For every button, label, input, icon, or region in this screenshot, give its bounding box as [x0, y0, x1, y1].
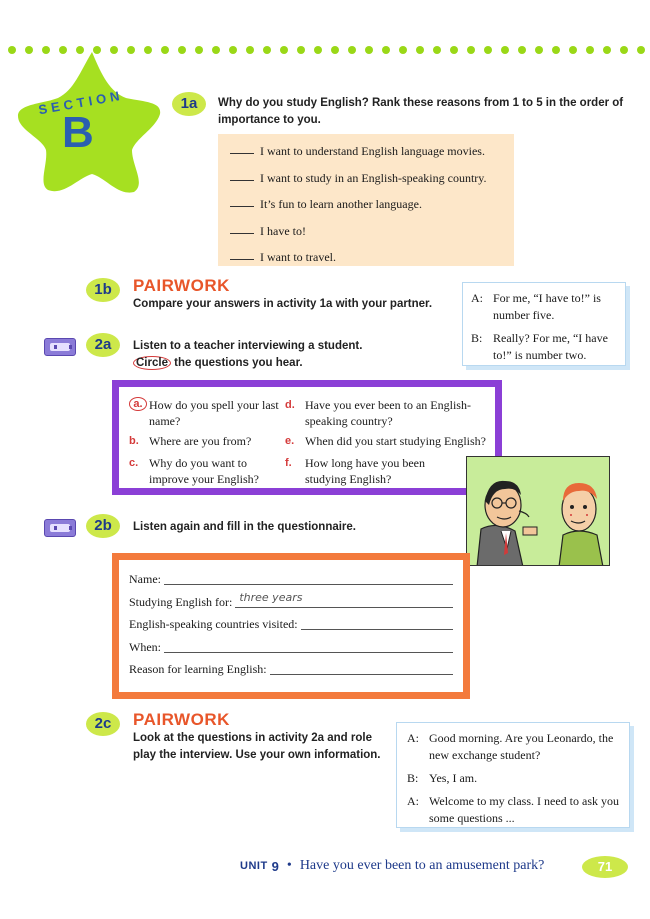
form-row — [129, 660, 453, 683]
question-letter: d. — [285, 399, 295, 411]
rank-text: I want to travel. — [260, 250, 336, 264]
activity-badge-1b: 1b — [86, 278, 120, 302]
question-item[interactable] — [129, 455, 279, 487]
circle-word: Circle — [133, 356, 171, 370]
dot — [297, 46, 305, 54]
dialog-box-2c — [396, 722, 630, 828]
form-label: English-speaking countries visited: — [129, 617, 298, 631]
rank-item — [230, 142, 502, 169]
question-letter: a. — [129, 397, 147, 411]
rank-blank[interactable] — [230, 222, 254, 234]
dot — [535, 46, 543, 54]
form-field[interactable] — [235, 590, 453, 608]
dialog-text: For me, “I have to!” is number five. — [493, 291, 601, 322]
instruction-2a-rest: the questions you hear. — [170, 357, 303, 369]
dot — [195, 46, 203, 54]
dialog-line — [407, 770, 619, 787]
form-field[interactable] — [301, 615, 453, 630]
question-item[interactable] — [285, 397, 495, 429]
dot — [348, 46, 356, 54]
form-row — [129, 638, 453, 661]
activity-badge-2a: 2a — [86, 333, 120, 357]
dot — [433, 46, 441, 54]
question-text: When did you start studying English? — [305, 434, 486, 448]
questions-box — [112, 380, 502, 495]
dot — [501, 46, 509, 54]
rank-item — [230, 169, 502, 196]
form-field[interactable] — [164, 638, 453, 653]
dialog-line — [471, 290, 617, 324]
question-item[interactable] — [285, 455, 455, 487]
dot — [603, 46, 611, 54]
rank-blank[interactable] — [230, 169, 254, 181]
question-text: How do you spell your last name? — [149, 398, 279, 428]
instruction-1a: Why do you study English? Rank these reasons from 1 to 5 in the order of importance to you. — [218, 97, 624, 126]
page-number: 71 — [582, 856, 628, 878]
instruction-2c: Look at the questions in activity 2a and role play the interview. Use your own information. — [133, 732, 381, 761]
dot — [518, 46, 526, 54]
form-label: Name: — [129, 572, 161, 586]
dot — [246, 46, 254, 54]
dot — [552, 46, 560, 54]
question-letter: f. — [285, 457, 292, 469]
dialog-line — [407, 793, 619, 827]
question-text: Have you ever been to an English-speaking country? — [305, 398, 471, 428]
rank-blank[interactable] — [230, 195, 254, 207]
rank-text: It’s fun to learn another language. — [260, 197, 422, 211]
instruction-2a-line1: Listen to a teacher interviewing a student. — [133, 340, 363, 352]
question-item[interactable] — [129, 433, 279, 449]
activity-badge-2b: 2b — [86, 514, 120, 538]
pairwork-title-1b: PAIRWORK — [133, 276, 230, 295]
form-value: three years — [239, 590, 303, 604]
instruction-2b: Listen again and fill in the questionnaire. — [133, 521, 356, 533]
dot — [620, 46, 628, 54]
interview-illustration — [466, 456, 610, 566]
dot — [569, 46, 577, 54]
cassette-icon — [44, 519, 76, 537]
dialog-text: Yes, I am. — [429, 771, 478, 785]
dialog-line — [471, 330, 617, 364]
dialog-text: Welcome to my class. I need to ask you some questions ... — [429, 794, 619, 825]
instruction-1b: Compare your answers in activity 1a with your partner. — [133, 298, 433, 310]
dialog-speaker: A: — [407, 731, 419, 745]
dialog-speaker: A: — [407, 794, 419, 808]
questionnaire-form — [112, 553, 470, 699]
dot — [450, 46, 458, 54]
instruction-2a — [133, 338, 433, 372]
form-field[interactable] — [270, 660, 453, 675]
form-label: Studying English for: — [129, 594, 233, 609]
instruction-2a-line2 — [133, 355, 433, 372]
question-item[interactable] — [129, 397, 279, 429]
activity-badge-2c: 2c — [86, 712, 120, 736]
dot — [280, 46, 288, 54]
rank-blank[interactable] — [230, 142, 254, 154]
dot — [314, 46, 322, 54]
pairwork-title-2c: PAIRWORK — [133, 710, 230, 729]
dialog-text: Really? For me, “I have to!” is number two. — [493, 331, 608, 362]
dialog-speaker: B: — [407, 771, 419, 785]
footer-bullet: • — [286, 858, 292, 873]
question-letter: c. — [129, 457, 139, 469]
question-letter: b. — [129, 435, 139, 447]
form-row — [129, 615, 453, 638]
dot — [382, 46, 390, 54]
form-field[interactable] — [164, 570, 453, 585]
rank-blank[interactable] — [230, 248, 254, 260]
dot — [263, 46, 271, 54]
form-row — [129, 590, 453, 616]
form-label: When: — [129, 639, 161, 654]
cassette-icon — [44, 338, 76, 356]
dot — [399, 46, 407, 54]
rank-item — [230, 195, 502, 222]
dot — [178, 46, 186, 54]
activity-badge-1a: 1a — [172, 92, 206, 116]
teacher-student-icon — [467, 457, 610, 566]
rank-text: I want to understand English language movies. — [260, 144, 485, 158]
dot — [586, 46, 594, 54]
dot — [637, 46, 645, 54]
rank-item — [230, 222, 502, 249]
question-text: Where are you from? — [149, 434, 252, 448]
ranking-list — [218, 134, 514, 266]
dialog-box-1b — [462, 282, 626, 366]
dot — [365, 46, 373, 54]
dot — [467, 46, 475, 54]
dialog-text: Good morning. Are you Leonardo, the new exchange student? — [429, 731, 614, 762]
unit-label: UNIT — [240, 860, 268, 872]
unit-number: 9 — [271, 858, 279, 874]
page-footer — [240, 858, 544, 874]
unit-title: Have you ever been to an amusement park? — [299, 858, 545, 873]
section-letter: B — [62, 108, 94, 157]
dot — [331, 46, 339, 54]
question-text: Why do you want to improve your English? — [149, 456, 259, 486]
dot — [484, 46, 492, 54]
question-letter: e. — [285, 435, 295, 447]
dot — [229, 46, 237, 54]
rank-text: I want to study in an English-speaking country. — [260, 170, 487, 185]
form-label: Reason for learning English: — [129, 662, 267, 676]
dialog-line — [407, 730, 619, 764]
question-item[interactable] — [285, 433, 499, 449]
question-text: How long have you been studying English? — [305, 456, 425, 486]
dot — [416, 46, 424, 54]
dialog-speaker: B: — [471, 331, 483, 345]
rank-text: I have to! — [260, 223, 306, 238]
rank-item — [230, 248, 502, 275]
dot — [212, 46, 220, 54]
dialog-speaker: A: — [471, 291, 483, 305]
section-label: SECTION — [37, 87, 125, 118]
